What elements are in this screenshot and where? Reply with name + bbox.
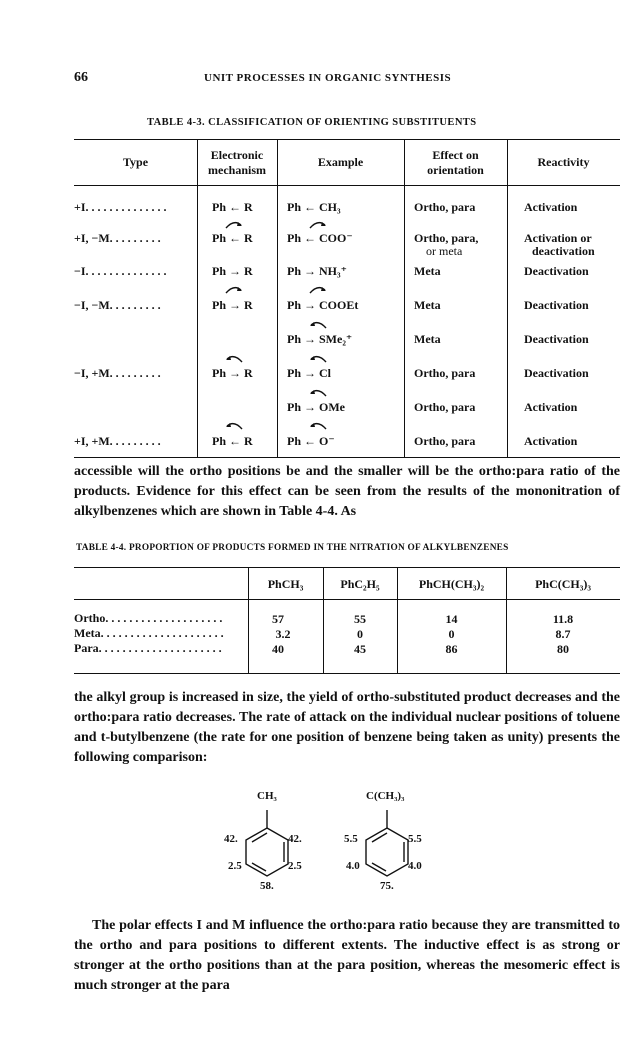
row-type: −I, −M. . . . . . . . . [74, 298, 161, 312]
row-mechanism: Ph ← R [212, 200, 253, 214]
row-mechanism: Ph ← R [212, 231, 253, 245]
col-header-effect-2: orientation [427, 163, 484, 177]
row-effect: Ortho, para [414, 366, 476, 380]
row-reactivity: Activation [524, 400, 578, 414]
table-cell: 8.7 [555, 627, 571, 641]
curved-arrow-icon [224, 353, 244, 363]
table-cell: 0 [448, 627, 455, 641]
row-effect: Ortho, para [414, 400, 476, 414]
table-cell: 14 [445, 612, 458, 626]
row-mechanism: Ph → R [212, 264, 253, 278]
curved-arrow-icon [308, 387, 328, 397]
page-number: 66 [74, 70, 88, 85]
toluene-meta-left: 2.5 [228, 860, 242, 872]
table-cell: 80 [557, 642, 569, 656]
row-type: +I, −M. . . . . . . . . [74, 231, 161, 245]
row-reactivity: Deactivation [524, 298, 589, 312]
table-cell: 3.2 [275, 627, 291, 641]
table-cell: 57 [272, 612, 284, 626]
toluene-para: 58. [260, 880, 274, 892]
row-reactivity: Activation or [524, 231, 592, 245]
table-4-3 [74, 139, 620, 459]
row-mechanism: Ph ← R [212, 434, 253, 448]
row-example: Ph → Cl [287, 366, 332, 380]
col-header: PhCH(CH₃)₂ [418, 577, 485, 591]
toluene-substituent: CH₃ [257, 790, 277, 802]
row-reactivity: Deactivation [524, 366, 589, 380]
row-example: Ph ← O⁻ [287, 434, 335, 448]
row-effect: Ortho, para [414, 434, 476, 448]
row-effect: Ortho, para, [414, 231, 479, 245]
paragraph-2: the alkyl group is increased in size, the yield of ortho-substituted product decreases and the ortho:para ratio decreases. The rate of attack on the individual nuclear positions of toluene and t-butylbenzene (the rate for one position of benzene being taken as unity) presents the following comparison: [74, 690, 620, 765]
page-header [74, 70, 586, 90]
table-4-3-caption: TABLE 4-3. CLASSIFICATION OF ORIENTING SUBSTITUENTS [147, 117, 477, 128]
row-reactivity: Activation [524, 200, 578, 214]
tbutyl-meta-left: 4.0 [346, 860, 360, 872]
table-cell: 55 [354, 612, 366, 626]
table-cell: 45 [354, 642, 366, 656]
tbutyl-substituent: C(CH₃)₃ [366, 790, 405, 802]
row-label: Para. . . . . . . . . . . . . . . . . . . . . [74, 641, 222, 655]
table-4-4-caption: TABLE 4-4. PROPORTION OF PRODUCTS FORMED IN THE NITRATION OF ALKYLBENZENES [76, 543, 509, 553]
row-reactivity-2: deactivation [532, 244, 595, 258]
curved-arrow-icon [308, 284, 328, 294]
col-header: PhCH₃ [267, 577, 304, 591]
toluene-ortho-left: 42. [224, 833, 238, 845]
curved-arrow-icon [224, 284, 244, 294]
toluene-meta-right: 2.5 [288, 860, 302, 872]
tbutyl-ortho-right: 5.5 [408, 833, 422, 845]
curved-arrow-icon [224, 219, 244, 229]
table-cell: 86 [445, 642, 458, 656]
benzene-rings [230, 790, 430, 910]
row-mechanism: Ph → R [212, 298, 253, 312]
curved-arrow-icon [308, 219, 328, 229]
row-example: Ph → NH₃⁺ [287, 264, 347, 278]
col-header-effect-1: Effect on [432, 148, 479, 162]
tbutyl-para: 75. [380, 880, 394, 892]
toluene-ortho-right: 42. [288, 833, 302, 845]
benzene-structures [224, 790, 430, 910]
row-mechanism: Ph → R [212, 366, 253, 380]
curved-arrow-icon [308, 353, 328, 363]
col-header-mechanism-2: mechanism [208, 163, 266, 177]
tbutyl-meta-right: 4.0 [408, 860, 422, 872]
col-header-example: Example [317, 155, 364, 169]
row-example: Ph ← CH₃ [287, 200, 341, 214]
row-reactivity: Deactivation [524, 332, 589, 346]
row-type: −I, +M. . . . . . . . . [74, 366, 161, 380]
row-example: Ph ← COO⁻ [287, 231, 353, 245]
running-title: UNIT PROCESSES IN ORGANIC SYNTHESIS [204, 72, 452, 84]
col-header-type: Type [122, 155, 149, 169]
row-label: Meta. . . . . . . . . . . . . . . . . . . . . [74, 626, 224, 640]
row-effect-2: or meta [426, 244, 463, 258]
table-cell: 40 [272, 642, 284, 656]
row-type: −I. . . . . . . . . . . . . . [74, 264, 167, 278]
curved-arrow-icon [308, 420, 328, 430]
row-reactivity: Deactivation [524, 264, 589, 278]
table-cell: 0 [357, 627, 363, 641]
col-header: PhC(CH₃)₃ [535, 577, 591, 591]
row-example: Ph → COOEt [287, 298, 359, 312]
row-effect: Meta [414, 264, 441, 278]
row-type: +I, +M. . . . . . . . . [74, 434, 161, 448]
curved-arrow-icon [224, 420, 244, 430]
table-4-4 [74, 567, 620, 687]
row-label: Ortho. . . . . . . . . . . . . . . . . . . . [74, 611, 223, 625]
row-effect: Meta [414, 332, 441, 346]
paragraph-3: The polar effects I and M influence the ortho:para ratio because they are transmitted to the ortho and para positions to different extents. The inductive effect is as strong or stronger at the ortho positions than at the para position, whereas the mesomeric effect is much stronger at the para [74, 918, 620, 993]
row-type: +I. . . . . . . . . . . . . . [74, 200, 167, 214]
col-header-mechanism-1: Electronic [210, 148, 264, 162]
col-header: PhC₂H₅ [340, 577, 380, 591]
row-example: Ph → SMe₂⁺ [287, 332, 353, 346]
paragraph-1: accessible will the ortho positions be and the smaller will be the ortho:para ratio of the products. Evidence for this effect can be seen from the results of the mononitration of alkylbenzenes which are shown in Table 4-4. As [74, 464, 620, 519]
row-example: Ph → OMe [287, 400, 345, 414]
curved-arrow-icon [308, 319, 328, 329]
row-effect: Meta [414, 298, 441, 312]
table-cell: 11.8 [552, 612, 574, 626]
col-header-reactivity: Reactivity [537, 155, 590, 169]
row-effect: Ortho, para [414, 200, 476, 214]
row-reactivity: Activation [524, 434, 578, 448]
tbutyl-ortho-left: 5.5 [344, 833, 358, 845]
